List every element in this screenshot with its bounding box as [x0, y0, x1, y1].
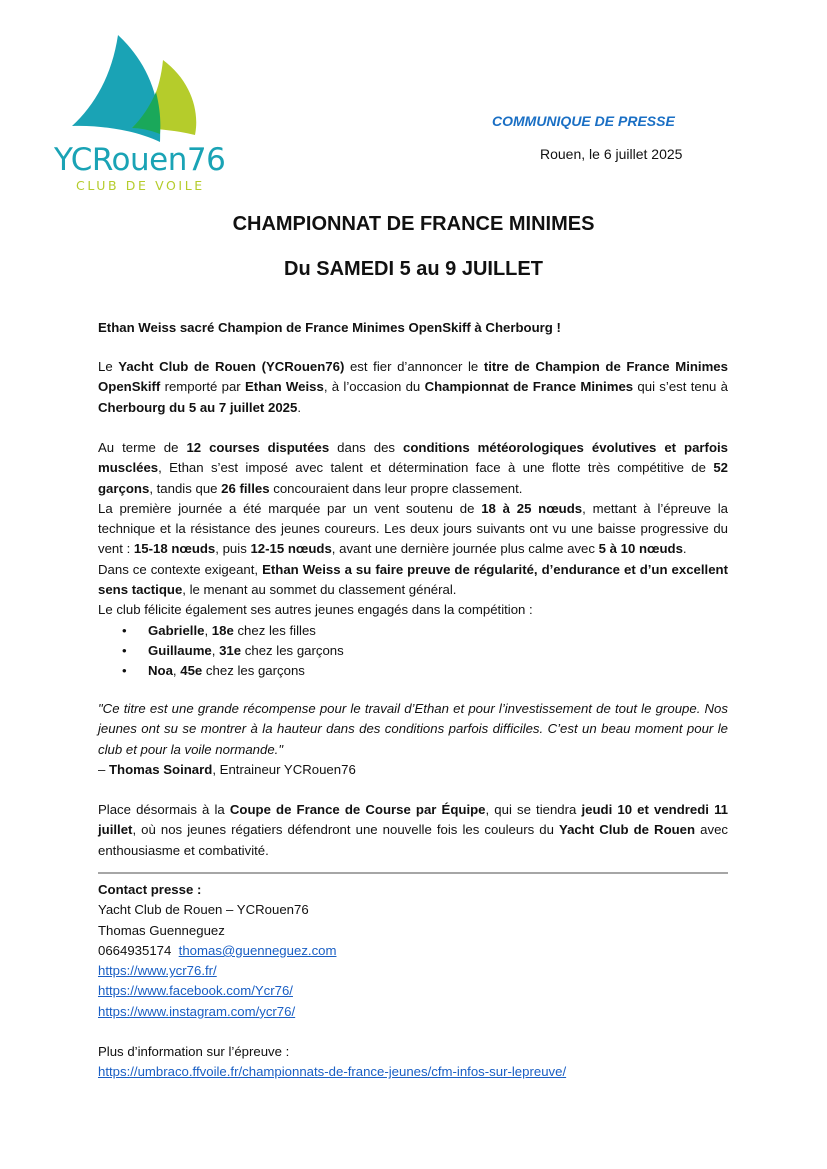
bold-text: Yacht Club de Rouen (YCRouen76): [118, 359, 345, 374]
logo-title: YCRouen76: [54, 142, 226, 178]
text: , à l’occasion du: [323, 379, 425, 395]
more-info: [98, 1042, 728, 1083]
bold-text: conditions météorologiques évolutives et parfois musclées: [98, 440, 729, 476]
text: Le: [98, 359, 119, 374]
text: , où nos jeunes régatiers défendront une nouvelle fois les couleurs du: [132, 822, 559, 838]
text: , puis: [215, 541, 251, 557]
text: dans des: [329, 440, 403, 455]
coach-quote: [98, 699, 728, 780]
result-name: Guillaume: [148, 642, 212, 658]
result-name: Gabrielle: [148, 622, 205, 638]
text: avec enthousiasme et combativité.: [98, 822, 728, 858]
contact-org: Yacht Club de Rouen – YCRouen76: [98, 902, 309, 918]
press-release-label: COMMUNIQUE DE PRESSE: [492, 113, 675, 129]
text: Place désormais à la: [98, 802, 230, 817]
bold-text: 5 à 10 nœuds: [598, 541, 683, 557]
result-name: Noa: [148, 663, 173, 679]
quote-attribution: [98, 760, 728, 780]
instagram-link[interactable]: https://www.instagram.com/ycr76/: [98, 1003, 296, 1019]
contact-person: Thomas Guenneguez: [98, 922, 225, 938]
result-category: chez les garçons: [241, 642, 344, 658]
event-info-link[interactable]: https://umbraco.ffvoile.fr/championnats-de-france-jeunes/cfm-infos-sur-lepreuve/: [98, 1064, 567, 1080]
paragraph-text: [98, 357, 728, 418]
text: Au terme de: [98, 440, 187, 455]
paragraph-race-details: [98, 438, 728, 682]
text: La première journée a été marquée par un vent soutenu de: [98, 500, 482, 516]
quote-author: Thomas Soinard: [109, 761, 213, 777]
page-subtitle: Du SAMEDI 5 au 9 JUILLET: [284, 258, 543, 280]
headline: Ethan Weiss sacré Champion de France Minimes OpenSkiff à Cherbourg !: [98, 320, 561, 335]
text: , le menant au sommet du classement général.: [182, 582, 457, 598]
more-info-label: Plus d’information sur l’épreuve :: [98, 1044, 290, 1059]
text: , Ethan s’est imposé avec talent et détermination face à une flotte très compétitive de: [158, 460, 714, 476]
text: .: [682, 541, 687, 557]
text: concouraient dans leur propre classement.: [269, 480, 523, 496]
text: , tandis que: [149, 480, 222, 496]
quote-text: "Ce titre est une grande récompense pour le travail d’Ethan et pour l’investissement de tout le groupe. Nos jeunes ont su se montrer à la hauteur dans des conditions parfois difficiles. C’est un beau moment pour le club et pour la voile normande.": [98, 701, 728, 757]
page-title: CHAMPIONNAT DE FRANCE MINIMES: [232, 213, 595, 235]
result-category: chez les filles: [233, 622, 316, 638]
list-item: • Guillaume, 31e chez les garçons: [98, 641, 728, 661]
list-item: • Noa, 45e chez les garçons: [98, 661, 728, 681]
bold-text: jeudi 10 et vendredi 11 juillet: [98, 802, 729, 838]
text: , mettant à l’épreuve la technique et la résistance des jeunes coureurs. Les deux jours suivants ont vu une baisse progressive du vent :: [98, 500, 728, 557]
paragraph-text: [98, 800, 728, 861]
bold-text: 52 garçons: [98, 460, 728, 496]
bold-text: Championnat de France Minimes: [424, 379, 634, 395]
website-link[interactable]: https://www.ycr76.fr/: [98, 963, 217, 979]
bold-text: 15-18 nœuds: [133, 541, 216, 557]
text: est fier d’annoncer le: [344, 359, 484, 374]
divider: [98, 872, 728, 874]
bold-text: 12-15 nœuds: [250, 541, 332, 557]
press-release-date: Rouen, le 6 juillet 2025: [540, 146, 683, 162]
list-item: • Gabrielle, 18e chez les filles: [98, 621, 728, 641]
text: qui s’est tenu à: [633, 379, 729, 395]
quote-dash: –: [98, 761, 109, 777]
paragraph-next-event: [98, 800, 728, 861]
paragraph-text: [98, 560, 728, 601]
contact-email-link[interactable]: thomas@guenneguez.com: [178, 942, 337, 958]
paragraph-text: [98, 499, 728, 560]
facebook-link[interactable]: https://www.facebook.com/Ycr76/: [98, 983, 293, 999]
contact-phone: 0664935174: [98, 942, 172, 958]
quote-role: , Entraineur YCRouen76: [212, 761, 356, 777]
bold-text: Coupe de France de Course par Équipe: [229, 802, 486, 817]
text: , avant une dernière journée plus calme avec: [331, 541, 599, 557]
bullet-icon: •: [122, 663, 127, 679]
bold-text: Yacht Club de Rouen: [559, 822, 696, 838]
text: Dans ce contexte exigeant,: [98, 561, 263, 577]
result-rank: 18e: [211, 622, 234, 638]
congrats-intro: Le club félicite également ses autres jeunes engagés dans la compétition :: [98, 602, 533, 618]
bold-text: titre de Champion de France Minimes OpenSkiff: [98, 359, 728, 395]
bold-text: 12 courses disputées: [186, 440, 330, 455]
result-rank: 45e: [180, 663, 203, 679]
bullet-icon: •: [122, 642, 127, 658]
sails-icon: [50, 30, 225, 145]
paragraph-text: [98, 438, 728, 499]
club-logo: [50, 30, 225, 195]
bold-text: Ethan Weiss a su faire preuve de régularité, d’endurance et d’un excellent sens tactique: [98, 561, 728, 598]
text: , qui se tiendra: [485, 802, 582, 817]
results-list: [98, 621, 728, 682]
logo-subtitle: CLUB DE VOILE: [76, 178, 205, 193]
bold-text: 26 filles: [221, 480, 270, 496]
contact-heading: Contact presse :: [98, 882, 202, 897]
result-rank: 31e: [219, 642, 242, 658]
text: remporté par: [160, 379, 245, 395]
bullet-icon: •: [122, 622, 127, 638]
press-contact: [98, 880, 728, 1022]
bold-text: 18 à 25 nœuds: [481, 500, 583, 516]
paragraph-announcement: [98, 357, 728, 418]
result-category: chez les garçons: [202, 663, 305, 679]
bold-text: Ethan Weiss: [245, 379, 324, 395]
bold-text: Cherbourg du 5 au 7 juillet 2025: [98, 399, 298, 415]
text: .: [297, 399, 301, 415]
